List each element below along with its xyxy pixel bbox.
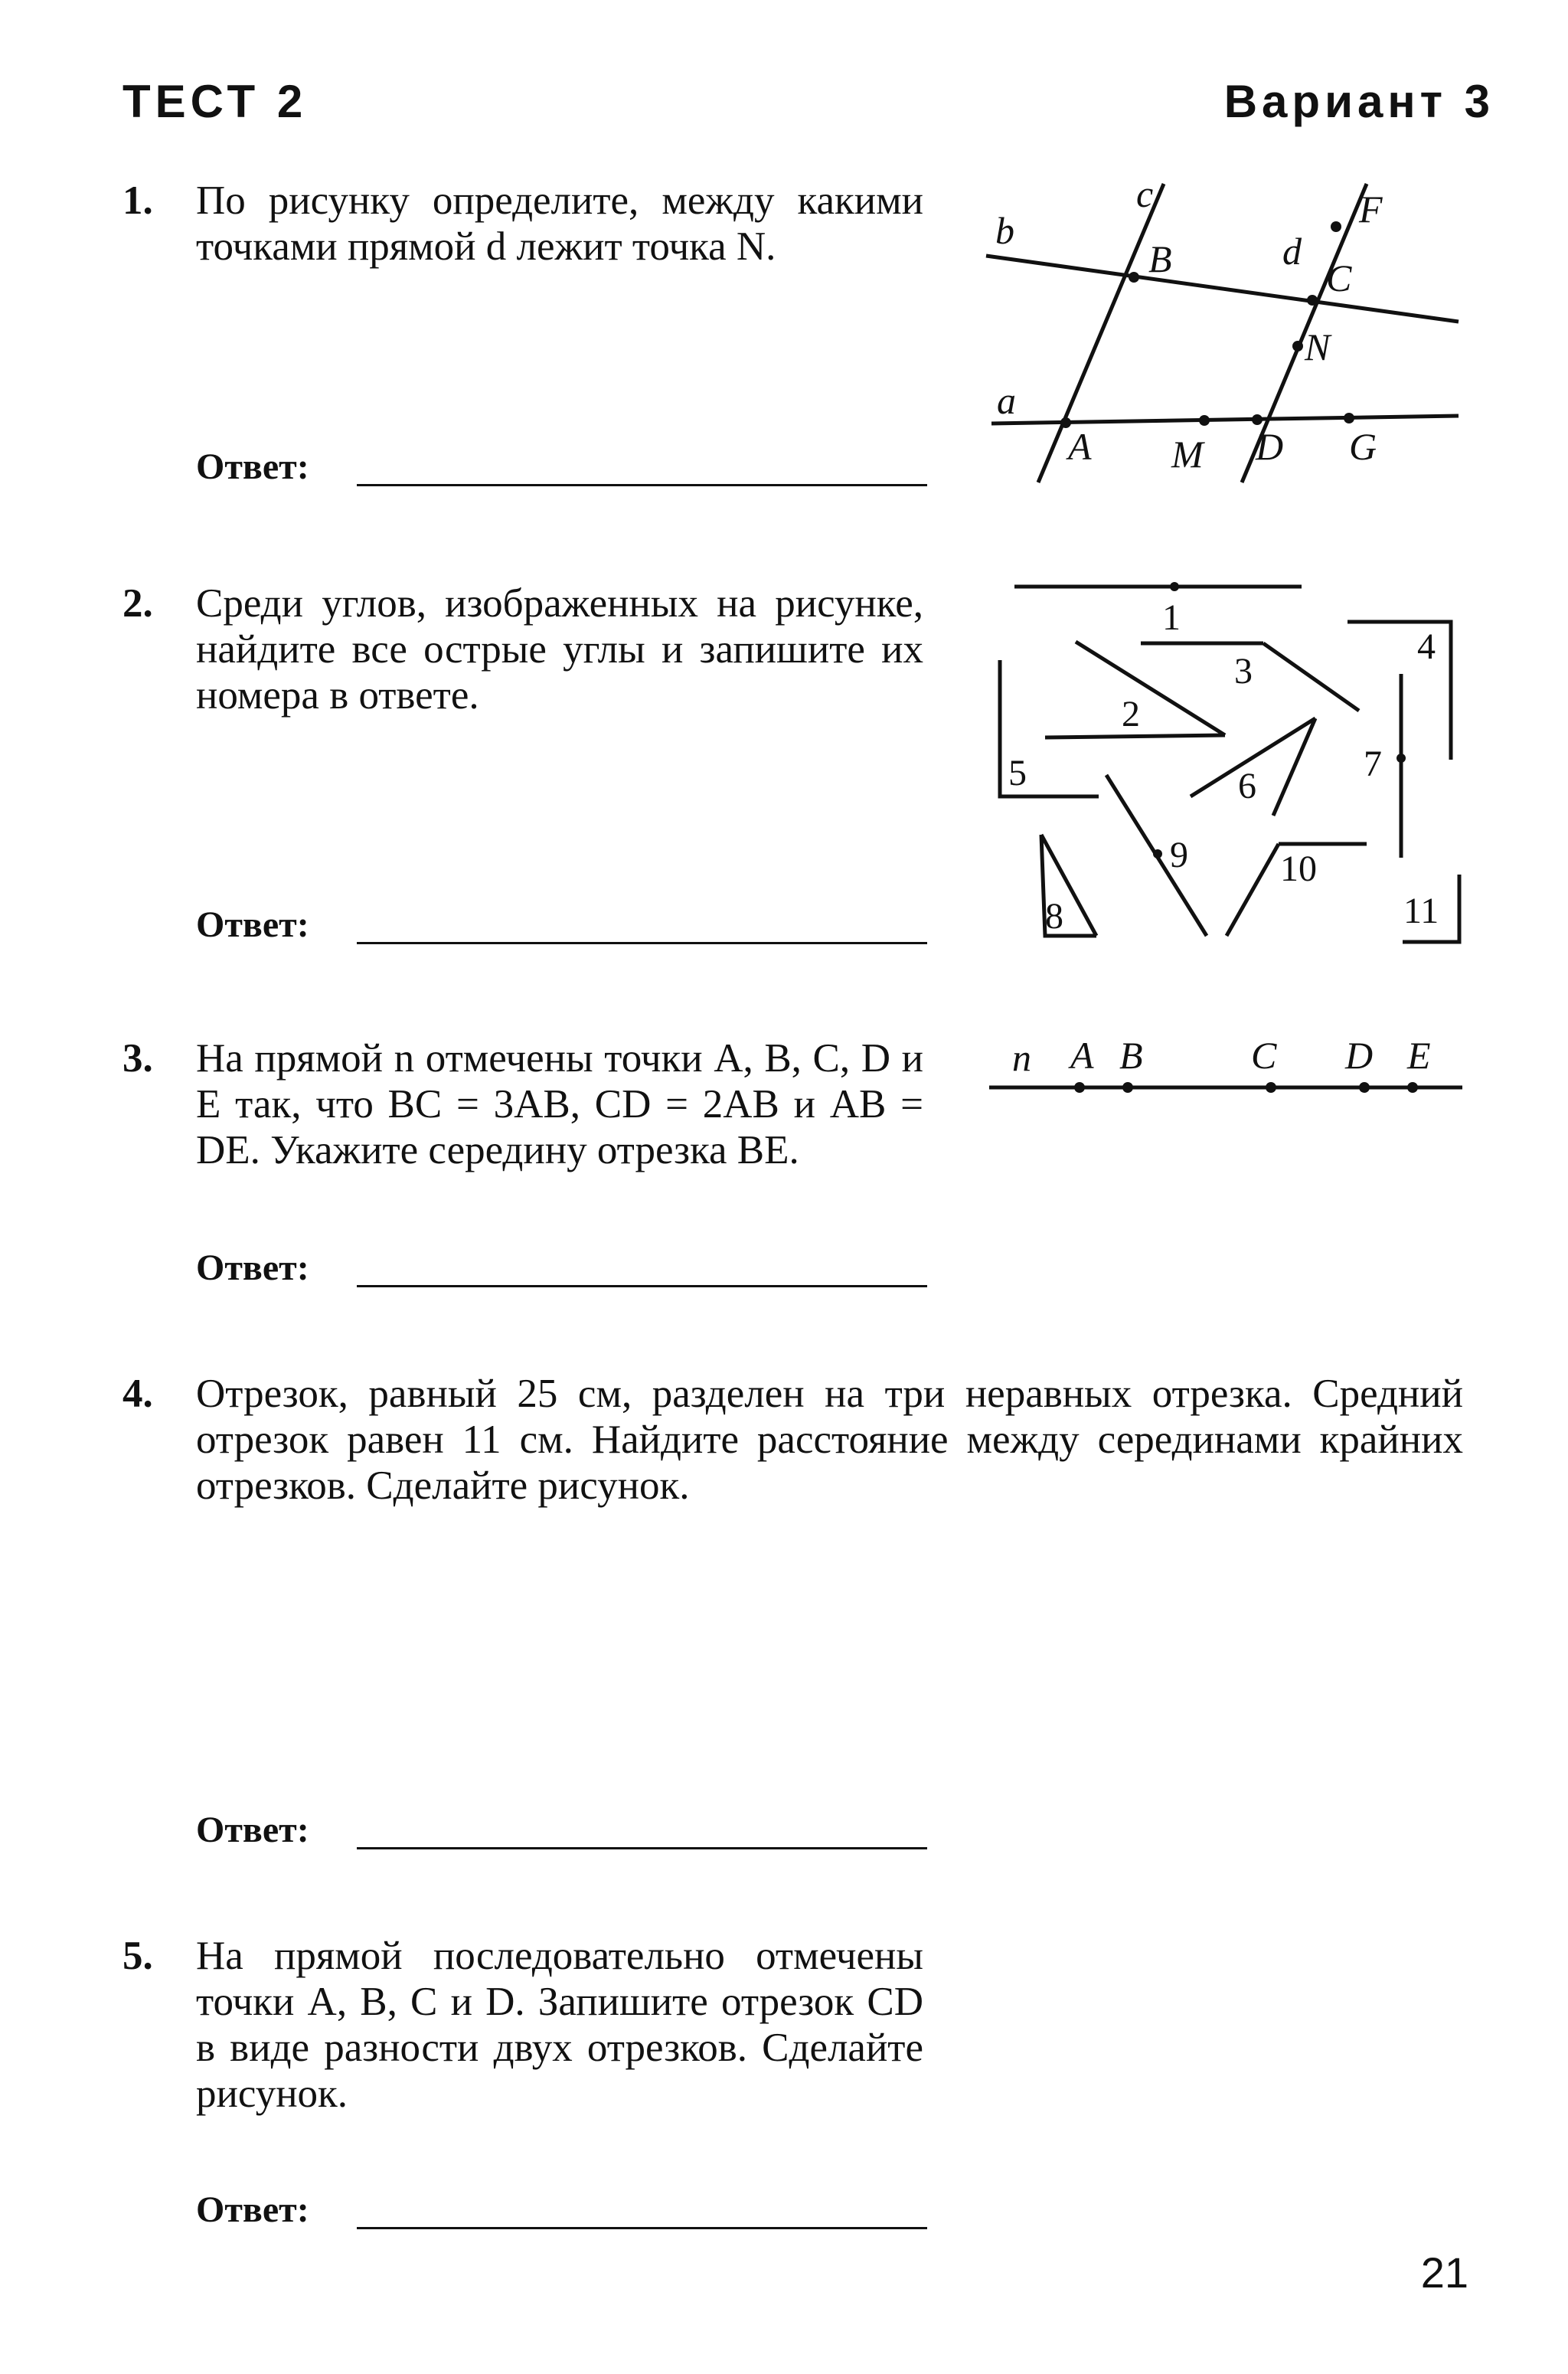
label-F: F [1359, 188, 1383, 231]
answer-label: Ответ: [196, 2189, 309, 2230]
answer-line[interactable] [357, 942, 927, 944]
angle-label-8: 8 [1045, 896, 1063, 937]
answer-2 [196, 904, 309, 946]
answer-line[interactable] [357, 484, 927, 486]
angle-label-1: 1 [1162, 597, 1181, 638]
figure-angles [980, 567, 1478, 950]
task-text: Среди углов, изображенных на рисунке, найдите все острые углы и запишите их номера в ответе. [196, 581, 923, 718]
angle-label-10: 10 [1280, 849, 1317, 889]
figure-lines-points [980, 170, 1470, 499]
label-G: G [1349, 425, 1377, 468]
answer-line[interactable] [357, 1285, 927, 1287]
angle-label-7: 7 [1364, 744, 1382, 784]
task-text: На прямой n отмечены точки A, B, C, D и E так, что BC = 3AB, CD = 2AB и AB = DE. Укажите середину отрезка BE. [196, 1036, 923, 1172]
page-number: 21 [1420, 2248, 1468, 2297]
label-M: M [1171, 433, 1204, 476]
angle-label-9: 9 [1170, 835, 1188, 875]
answer-label: Ответ: [196, 904, 309, 945]
answer-label: Ответ: [196, 1810, 309, 1850]
label-N: N [1305, 325, 1331, 368]
answer-5 [196, 2189, 309, 2231]
answer-3 [196, 1247, 309, 1289]
task-number: 5. [122, 1934, 153, 1978]
label-D: D [1256, 425, 1284, 468]
point-label-D: D [1345, 1034, 1374, 1077]
task-number: 1. [122, 178, 153, 223]
task-number: 3. [122, 1036, 153, 1081]
variant-title: Вариант 3 [1223, 76, 1494, 127]
angle-label-6: 6 [1238, 766, 1256, 806]
answer-line[interactable] [357, 1847, 927, 1849]
task-text: На прямой последовательно отмечены точки A, B, C и D. Запишите отрезок CD в виде разности двух отрезков. Сделайте рисунок. [196, 1934, 923, 2116]
point-label-E: E [1407, 1034, 1431, 1077]
angle-label-4: 4 [1417, 626, 1436, 667]
angle-label-11: 11 [1403, 891, 1439, 931]
label-b: b [995, 209, 1014, 252]
label-C: C [1326, 257, 1352, 299]
label-B: B [1148, 237, 1172, 280]
angle-label-3: 3 [1234, 651, 1253, 692]
angle-label-2: 2 [1122, 694, 1140, 734]
task-number: 4. [122, 1372, 153, 1416]
angle-label-5: 5 [1008, 753, 1027, 793]
answer-label: Ответ: [196, 1247, 309, 1288]
figure-line-n [980, 1026, 1470, 1103]
point-label-A: A [1070, 1034, 1094, 1077]
label-a: a [997, 379, 1016, 422]
answer-4 [196, 1809, 309, 1851]
line-label-n: n [1012, 1036, 1031, 1079]
task-number: 2. [122, 581, 153, 626]
task-text: По рисунку определите, между какими точками прямой d лежит точка N. [196, 178, 923, 269]
answer-line[interactable] [357, 2227, 927, 2229]
label-c: c [1136, 172, 1154, 215]
answer-1 [196, 446, 309, 488]
label-A: A [1068, 425, 1092, 468]
point-label-C: C [1251, 1034, 1277, 1077]
test-title: ТЕСТ 2 [122, 76, 308, 127]
point-label-B: B [1119, 1034, 1143, 1077]
answer-label: Ответ: [196, 446, 309, 487]
task-text: Отрезок, равный 25 см, разделен на три неравных отрезка. Средний отрезок равен 11 см. Найдите расстояние между серединами крайних отрезков. Сделайте рисунок. [196, 1372, 1463, 1508]
label-d: d [1282, 230, 1302, 273]
